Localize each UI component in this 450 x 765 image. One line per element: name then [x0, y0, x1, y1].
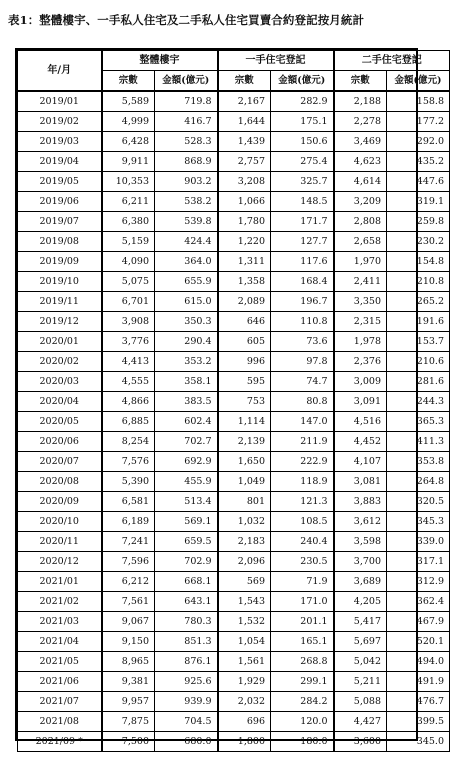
- second-hand-count-cell: 1,978: [334, 332, 387, 352]
- second-hand-amount-cell: 153.7: [387, 332, 450, 352]
- second-hand-count-cell: 5,088: [334, 692, 387, 712]
- table-title: 表1：整體樓宇、一手私人住宅及二手私人住宅買賣合約登記按月統計: [8, 13, 365, 27]
- overall-count-cell: 5,390: [102, 472, 155, 492]
- overall-amount-cell: 876.1: [155, 652, 218, 672]
- second-hand-count-cell: 3,689: [334, 572, 387, 592]
- table-row: [18, 632, 450, 652]
- second-hand-count-cell: 3,209: [334, 192, 387, 212]
- overall-count-cell: 5,589: [102, 91, 155, 112]
- second-hand-amount-cell: 265.2: [387, 292, 450, 312]
- second-hand-amount-cell: 365.3: [387, 412, 450, 432]
- first-hand-amount-cell: 71.9: [271, 572, 334, 592]
- statistics-table: [17, 50, 450, 752]
- table-row: [18, 652, 450, 672]
- overall-count-cell: 4,866: [102, 392, 155, 412]
- first-hand-amount-cell: 117.6: [271, 252, 334, 272]
- overall-amount-cell: 528.3: [155, 132, 218, 152]
- second-hand-amount-cell: 362.4: [387, 592, 450, 612]
- second-hand-amount-cell: 353.8: [387, 452, 450, 472]
- table-row: [18, 692, 450, 712]
- first-hand-amount-cell: 97.8: [271, 352, 334, 372]
- first-hand-count-cell: 1,532: [218, 612, 271, 632]
- second-hand-count-cell: 3,469: [334, 132, 387, 152]
- month-cell: 2019/10: [18, 272, 102, 292]
- table-row: [18, 252, 450, 272]
- overall-amount-cell: 569.1: [155, 512, 218, 532]
- first-hand-amount-cell: 73.6: [271, 332, 334, 352]
- overall-count-cell: 9,957: [102, 692, 155, 712]
- second-hand-amount-cell: 476.7: [387, 692, 450, 712]
- first-hand-count-cell: 595: [218, 372, 271, 392]
- month-cell: 2021/01: [18, 572, 102, 592]
- first-hand-count-cell: 1,644: [218, 112, 271, 132]
- overall-amount-cell: 424.4: [155, 232, 218, 252]
- first-hand-amount-cell: 110.8: [271, 312, 334, 332]
- table-row: [18, 232, 450, 252]
- overall-amount-cell: 702.7: [155, 432, 218, 452]
- overall-count-cell: 6,885: [102, 412, 155, 432]
- overall-count-cell: 6,380: [102, 212, 155, 232]
- first-hand-amount-cell: 171.7: [271, 212, 334, 232]
- table-row: [18, 372, 450, 392]
- second-hand-count-cell: 4,107: [334, 452, 387, 472]
- overall-amount-cell: 659.5: [155, 532, 218, 552]
- second-hand-count-cell: 3,700: [334, 552, 387, 572]
- first-hand-count-cell: 3,208: [218, 172, 271, 192]
- first-hand-count-cell: 569: [218, 572, 271, 592]
- first-hand-count-cell: 605: [218, 332, 271, 352]
- table-row: [18, 672, 450, 692]
- second-hand-amount-cell: 264.8: [387, 472, 450, 492]
- table-row: [18, 112, 450, 132]
- first-hand-count-cell: 2,089: [218, 292, 271, 312]
- second-hand-count-cell: 3,883: [334, 492, 387, 512]
- overall-amount-cell: 538.2: [155, 192, 218, 212]
- first-hand-count-cell: 1,800: [218, 732, 271, 752]
- table-row: [18, 352, 450, 372]
- month-cell: 2019/03: [18, 132, 102, 152]
- month-cell: 2020/11: [18, 532, 102, 552]
- month-cell: 2021/06: [18, 672, 102, 692]
- month-cell: 2019/04: [18, 152, 102, 172]
- overall-amount-cell: 353.2: [155, 352, 218, 372]
- table-row: [18, 712, 450, 732]
- group-header-second-hand: 二手住宅登記: [334, 51, 450, 71]
- overall-amount-cell: 719.8: [155, 91, 218, 112]
- second-hand-count-cell: 3,612: [334, 512, 387, 532]
- first-hand-count-cell: 646: [218, 312, 271, 332]
- table-row: [18, 572, 450, 592]
- statistics-table-frame: [15, 48, 444, 747]
- first-hand-amount-cell: 180.0: [271, 732, 334, 752]
- first-hand-count-cell: 1,561: [218, 652, 271, 672]
- second-hand-count-cell: 4,427: [334, 712, 387, 732]
- first-hand-count-cell: 1,543: [218, 592, 271, 612]
- second-hand-amount-cell: 399.5: [387, 712, 450, 732]
- table-row: [18, 492, 450, 512]
- first-hand-amount-cell: 175.1: [271, 112, 334, 132]
- overall-count-cell: 7,875: [102, 712, 155, 732]
- second-hand-amount-cell: 345.0: [387, 732, 450, 752]
- overall-amount-cell: 780.3: [155, 612, 218, 632]
- first-hand-amount-cell: 201.1: [271, 612, 334, 632]
- amount-header: 金額(億元): [387, 71, 450, 92]
- first-hand-count-cell: 1,054: [218, 632, 271, 652]
- first-hand-count-cell: 1,311: [218, 252, 271, 272]
- table-row: [18, 592, 450, 612]
- second-hand-count-cell: 2,808: [334, 212, 387, 232]
- first-hand-count-cell: 1,929: [218, 672, 271, 692]
- first-hand-count-cell: 1,114: [218, 412, 271, 432]
- month-cell: 2019/01: [18, 91, 102, 112]
- month-cell: 2019/07: [18, 212, 102, 232]
- second-hand-amount-cell: 320.5: [387, 492, 450, 512]
- month-cell: 2019/11: [18, 292, 102, 312]
- first-hand-amount-cell: 275.4: [271, 152, 334, 172]
- month-cell: 2020/07: [18, 452, 102, 472]
- overall-amount-cell: 383.5: [155, 392, 218, 412]
- month-cell: 2020/10: [18, 512, 102, 532]
- second-hand-count-cell: 5,417: [334, 612, 387, 632]
- overall-count-cell: 5,159: [102, 232, 155, 252]
- first-hand-count-cell: 753: [218, 392, 271, 412]
- second-hand-amount-cell: 520.1: [387, 632, 450, 652]
- first-hand-count-cell: 2,032: [218, 692, 271, 712]
- overall-count-cell: 9,067: [102, 612, 155, 632]
- month-cell: 2019/08: [18, 232, 102, 252]
- month-cell: 2020/02: [18, 352, 102, 372]
- overall-amount-cell: 643.1: [155, 592, 218, 612]
- month-cell: 2021/08: [18, 712, 102, 732]
- overall-amount-cell: 939.9: [155, 692, 218, 712]
- overall-amount-cell: 868.9: [155, 152, 218, 172]
- second-hand-amount-cell: 154.8: [387, 252, 450, 272]
- overall-count-cell: 8,965: [102, 652, 155, 672]
- first-hand-count-cell: 1,358: [218, 272, 271, 292]
- first-hand-count-cell: 801: [218, 492, 271, 512]
- first-hand-amount-cell: 108.5: [271, 512, 334, 532]
- overall-count-cell: 7,561: [102, 592, 155, 612]
- second-hand-amount-cell: 312.9: [387, 572, 450, 592]
- first-hand-count-cell: 1,220: [218, 232, 271, 252]
- second-hand-amount-cell: 158.8: [387, 91, 450, 112]
- month-cell: 2019/05: [18, 172, 102, 192]
- overall-amount-cell: 680.0: [155, 732, 218, 752]
- overall-count-cell: 6,581: [102, 492, 155, 512]
- overall-count-cell: 9,150: [102, 632, 155, 652]
- second-hand-amount-cell: 467.9: [387, 612, 450, 632]
- first-hand-count-cell: 1,066: [218, 192, 271, 212]
- overall-count-cell: 6,189: [102, 512, 155, 532]
- second-hand-count-cell: 3,350: [334, 292, 387, 312]
- month-cell: 2019/12: [18, 312, 102, 332]
- month-cell: 2020/08: [18, 472, 102, 492]
- second-hand-amount-cell: 281.6: [387, 372, 450, 392]
- first-hand-count-cell: 1,049: [218, 472, 271, 492]
- second-hand-count-cell: 2,315: [334, 312, 387, 332]
- month-cell: 2021/03: [18, 612, 102, 632]
- month-cell: 2021/02: [18, 592, 102, 612]
- second-hand-amount-cell: 447.6: [387, 172, 450, 192]
- overall-amount-cell: 358.1: [155, 372, 218, 392]
- overall-amount-cell: 851.3: [155, 632, 218, 652]
- first-hand-count-cell: 2,183: [218, 532, 271, 552]
- second-hand-amount-cell: 435.2: [387, 152, 450, 172]
- count-header: 宗數: [102, 71, 155, 92]
- amount-header: 金額(億元): [271, 71, 334, 92]
- group-header-overall: 整體樓宇: [102, 51, 218, 71]
- month-cell: 2019/09: [18, 252, 102, 272]
- second-hand-count-cell: 4,452: [334, 432, 387, 452]
- table-row: [18, 212, 450, 232]
- overall-count-cell: 4,090: [102, 252, 155, 272]
- second-hand-count-cell: 2,411: [334, 272, 387, 292]
- first-hand-count-cell: 1,439: [218, 132, 271, 152]
- second-hand-amount-cell: 191.6: [387, 312, 450, 332]
- first-hand-amount-cell: 147.0: [271, 412, 334, 432]
- overall-count-cell: 7,596: [102, 552, 155, 572]
- second-hand-amount-cell: 339.0: [387, 532, 450, 552]
- first-hand-amount-cell: 148.5: [271, 192, 334, 212]
- overall-count-cell: 6,211: [102, 192, 155, 212]
- second-hand-amount-cell: 411.3: [387, 432, 450, 452]
- second-hand-amount-cell: 292.0: [387, 132, 450, 152]
- first-hand-count-cell: 2,139: [218, 432, 271, 452]
- second-hand-count-cell: 4,205: [334, 592, 387, 612]
- month-cell: 2020/01: [18, 332, 102, 352]
- table-row: [18, 152, 450, 172]
- first-hand-count-cell: 2,096: [218, 552, 271, 572]
- overall-amount-cell: 350.3: [155, 312, 218, 332]
- first-hand-amount-cell: 240.4: [271, 532, 334, 552]
- group-header-first-hand: 一手住宅登記: [218, 51, 334, 71]
- overall-amount-cell: 704.5: [155, 712, 218, 732]
- first-hand-amount-cell: 299.1: [271, 672, 334, 692]
- month-cell: 2020/12: [18, 552, 102, 572]
- second-hand-count-cell: 3,081: [334, 472, 387, 492]
- month-cell: 2019/02: [18, 112, 102, 132]
- first-hand-amount-cell: 150.6: [271, 132, 334, 152]
- second-hand-count-cell: 2,376: [334, 352, 387, 372]
- second-hand-count-cell: 5,211: [334, 672, 387, 692]
- table-row: [18, 292, 450, 312]
- overall-count-cell: 9,911: [102, 152, 155, 172]
- second-hand-count-cell: 5,042: [334, 652, 387, 672]
- overall-amount-cell: 455.9: [155, 472, 218, 492]
- overall-amount-cell: 903.2: [155, 172, 218, 192]
- first-hand-amount-cell: 168.4: [271, 272, 334, 292]
- table-row: [18, 452, 450, 472]
- table-row: [18, 432, 450, 452]
- month-cell: 2020/06: [18, 432, 102, 452]
- first-hand-amount-cell: 121.3: [271, 492, 334, 512]
- month-cell: 2019/06: [18, 192, 102, 212]
- table-row: [18, 392, 450, 412]
- first-hand-count-cell: 1,650: [218, 452, 271, 472]
- second-hand-count-cell: 3,091: [334, 392, 387, 412]
- overall-count-cell: 3,776: [102, 332, 155, 352]
- first-hand-amount-cell: 196.7: [271, 292, 334, 312]
- second-hand-amount-cell: 210.6: [387, 352, 450, 372]
- first-hand-amount-cell: 127.7: [271, 232, 334, 252]
- month-cell: 2020/03: [18, 372, 102, 392]
- first-hand-amount-cell: 222.9: [271, 452, 334, 472]
- overall-count-cell: 5,075: [102, 272, 155, 292]
- month-cell: 2021/07: [18, 692, 102, 712]
- group-header-row: [18, 51, 450, 71]
- overall-amount-cell: 416.7: [155, 112, 218, 132]
- second-hand-amount-cell: 244.3: [387, 392, 450, 412]
- table-row: [18, 532, 450, 552]
- second-hand-count-cell: 2,188: [334, 91, 387, 112]
- first-hand-amount-cell: 230.5: [271, 552, 334, 572]
- month-cell: 2021/05: [18, 652, 102, 672]
- overall-count-cell: 10,353: [102, 172, 155, 192]
- overall-amount-cell: 925.6: [155, 672, 218, 692]
- second-hand-amount-cell: 317.1: [387, 552, 450, 572]
- first-hand-amount-cell: 120.0: [271, 712, 334, 732]
- month-cell: 2020/05: [18, 412, 102, 432]
- first-hand-count-cell: 996: [218, 352, 271, 372]
- table-row: [18, 612, 450, 632]
- second-hand-amount-cell: 259.8: [387, 212, 450, 232]
- first-hand-amount-cell: 165.1: [271, 632, 334, 652]
- overall-amount-cell: 513.4: [155, 492, 218, 512]
- overall-count-cell: 9,381: [102, 672, 155, 692]
- overall-count-cell: 7,241: [102, 532, 155, 552]
- table-row: [18, 732, 450, 752]
- overall-count-cell: 7,576: [102, 452, 155, 472]
- second-hand-count-cell: 4,623: [334, 152, 387, 172]
- table-row: [18, 132, 450, 152]
- table-body: [18, 91, 450, 752]
- table-row: [18, 412, 450, 432]
- table-row: [18, 172, 450, 192]
- overall-count-cell: 4,999: [102, 112, 155, 132]
- month-header: 年/月: [18, 51, 102, 92]
- table-row: [18, 512, 450, 532]
- overall-amount-cell: 364.0: [155, 252, 218, 272]
- second-hand-count-cell: 3,598: [334, 532, 387, 552]
- second-hand-count-cell: 2,278: [334, 112, 387, 132]
- second-hand-count-cell: 3,600: [334, 732, 387, 752]
- second-hand-amount-cell: 210.8: [387, 272, 450, 292]
- overall-count-cell: 3,908: [102, 312, 155, 332]
- table-row: [18, 192, 450, 212]
- table-row: [18, 332, 450, 352]
- second-hand-amount-cell: 345.3: [387, 512, 450, 532]
- month-cell: 2021/04: [18, 632, 102, 652]
- table-row: [18, 312, 450, 332]
- first-hand-amount-cell: 118.9: [271, 472, 334, 492]
- first-hand-amount-cell: 171.0: [271, 592, 334, 612]
- overall-amount-cell: 702.9: [155, 552, 218, 572]
- overall-count-cell: 6,428: [102, 132, 155, 152]
- overall-count-cell: 6,701: [102, 292, 155, 312]
- overall-amount-cell: 615.0: [155, 292, 218, 312]
- count-header: 宗數: [334, 71, 387, 92]
- first-hand-count-cell: 2,167: [218, 91, 271, 112]
- month-cell: 2021/09 *: [18, 732, 102, 752]
- first-hand-amount-cell: 268.8: [271, 652, 334, 672]
- second-hand-count-cell: 2,658: [334, 232, 387, 252]
- first-hand-count-cell: 1,032: [218, 512, 271, 532]
- overall-count-cell: 8,254: [102, 432, 155, 452]
- month-cell: 2020/09: [18, 492, 102, 512]
- table-row: [18, 272, 450, 292]
- count-header: 宗數: [218, 71, 271, 92]
- table-row: [18, 552, 450, 572]
- second-hand-count-cell: 1,970: [334, 252, 387, 272]
- amount-header: 金額(億元): [155, 71, 218, 92]
- second-hand-amount-cell: 177.2: [387, 112, 450, 132]
- overall-count-cell: 7,500: [102, 732, 155, 752]
- first-hand-count-cell: 1,780: [218, 212, 271, 232]
- second-hand-count-cell: 5,697: [334, 632, 387, 652]
- table-row: [18, 472, 450, 492]
- first-hand-amount-cell: 80.8: [271, 392, 334, 412]
- second-hand-amount-cell: 491.9: [387, 672, 450, 692]
- second-hand-count-cell: 3,009: [334, 372, 387, 392]
- second-hand-amount-cell: 494.0: [387, 652, 450, 672]
- overall-amount-cell: 655.9: [155, 272, 218, 292]
- first-hand-count-cell: 2,757: [218, 152, 271, 172]
- overall-amount-cell: 602.4: [155, 412, 218, 432]
- table-row: [18, 91, 450, 112]
- overall-count-cell: 4,555: [102, 372, 155, 392]
- overall-count-cell: 4,413: [102, 352, 155, 372]
- first-hand-amount-cell: 211.9: [271, 432, 334, 452]
- first-hand-count-cell: 696: [218, 712, 271, 732]
- first-hand-amount-cell: 74.7: [271, 372, 334, 392]
- first-hand-amount-cell: 284.2: [271, 692, 334, 712]
- overall-amount-cell: 668.1: [155, 572, 218, 592]
- second-hand-count-cell: 4,516: [334, 412, 387, 432]
- second-hand-amount-cell: 230.2: [387, 232, 450, 252]
- month-cell: 2020/04: [18, 392, 102, 412]
- second-hand-count-cell: 4,614: [334, 172, 387, 192]
- overall-count-cell: 6,212: [102, 572, 155, 592]
- overall-amount-cell: 692.9: [155, 452, 218, 472]
- second-hand-amount-cell: 319.1: [387, 192, 450, 212]
- overall-amount-cell: 539.8: [155, 212, 218, 232]
- first-hand-amount-cell: 325.7: [271, 172, 334, 192]
- overall-amount-cell: 290.4: [155, 332, 218, 352]
- first-hand-amount-cell: 282.9: [271, 91, 334, 112]
